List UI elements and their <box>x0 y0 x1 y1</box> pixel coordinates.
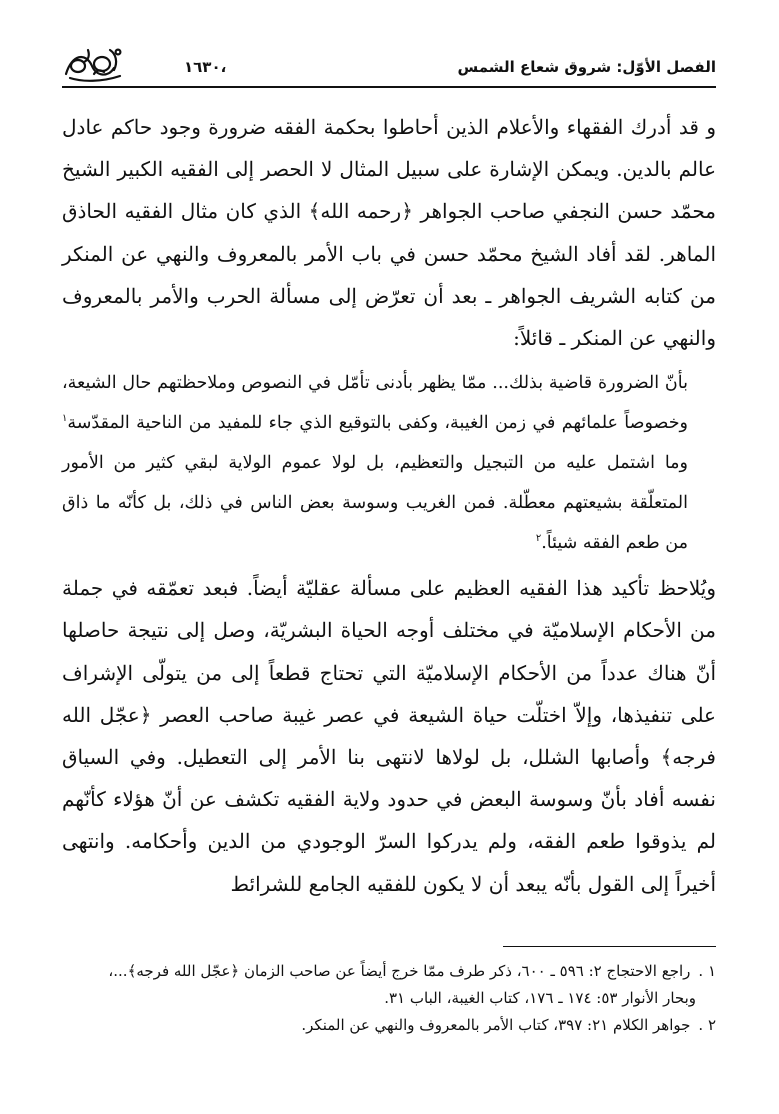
footnote-2 <box>62 1012 716 1039</box>
footnote-rule <box>503 946 716 947</box>
main-text <box>62 106 716 905</box>
footnotes <box>62 958 716 1039</box>
header-rule <box>62 86 716 88</box>
footnote-ref-2[interactable]: ٢ <box>535 533 542 545</box>
running-title: الفصل الأوّل: شروق شعاع الشمس <box>457 58 716 76</box>
page-number: ،١٦٣٠ <box>184 58 227 76</box>
block-quote <box>62 363 716 563</box>
quote-text-part1: بأنّ الضرورة قاضية بذلك... ممّا يظهر بأدنى تأمّل في النصوص وملاحظتهم حال الشيعة، وخصوصاً علمائهم في زمن الغيبة، وكفى بالتوقيع الذي جاء للمفيد من الناحية المقدّسة <box>62 373 688 434</box>
footnote-number: ١ . <box>698 962 716 980</box>
paragraph-2: ويُلاحظ تأكيد هذا الفقيه العظيم على مسألة عقليّة أيضاً. فبعد تعمّقه في جملة من الأحكام الإسلاميّة في مختلف أوجه الحياة البشريّة، وصل إلى نتيجة حاصلها أنّ هناك عدداً من الأحكام الإسلاميّة التي تحتاج قطعاً إلى من يتولّى الإشراف على تنفيذها، وإلاّ اختلّت حياة الشيعة في عصر غيبة صاحب العصر ﴿عجّل الله فرجه﴾ وأصابها الشلل، بل لولاها لانتهى بنا الأمر إلى التعطيل. وفي السياق نفسه أفاد بأنّ وسوسة البعض في حدود ولاية الفقيه تكشف عن أنّ هؤلاء كأنّهم لم يذوقوا طعم الفقه، ولم يدركوا السرّ الوجودي من الدين وأحكامه. وانتهى أخيراً إلى القول بأنّه يبعد أن لا يكون للفقيه الجامع للشرائط <box>62 576 716 896</box>
quote-text-part2: وما اشتمل عليه من التبجيل والتعظيم، بل لولا عموم الولاية لبقي كثير من الأمور المتعلّقة بشيعتهم معطّلة. فمن الغريب وسوسة بعض الناس في ذلك، بل كأنّه ما ذاق من طعم الفقه شيئاً. <box>62 453 688 554</box>
footnote-text: جواهر الكلام ٢١: ٣٩٧، كتاب الأمر بالمعروف والنهي عن المنكر. <box>301 1016 691 1034</box>
footnote-ref-1[interactable]: ١ <box>62 413 68 425</box>
paragraph-1: و قد أدرك الفقهاء والأعلام الذين أحاطوا بحكمة الفقه ضرورة وجود حاكم عادل عالم بالدين. ويمكن الإشارة على سبيل المثال لا الحصر إلى الفقيه الكبير الشيخ محمّد حسن النجفي صاحب الجواهر ﴿رحمه الله﴾ الذي كان مثال الفقيه الحاذق الماهر. لقد أفاد الشيخ محمّد حسن في باب الأمر بالمعروف والنهي عن المنكر من كتابه الشريف الجواهر ـ بعد أن تعرّض إلى مسألة الحرب والأمر بالمعروف والنهي عن المنكر ـ قائلاً: <box>62 115 716 351</box>
footnote-1 <box>62 958 716 985</box>
page-header <box>62 44 716 84</box>
footnote-1-continuation: وبحار الأنوار ٥٣: ١٧٤ ـ ١٧٦، كتاب الغيبة، الباب ٣١. <box>384 989 696 1007</box>
footnote-number: ٢ . <box>698 1016 716 1034</box>
calligraphy-ornament-icon <box>62 44 124 84</box>
footnote-text: راجع الاحتجاج ٢: ٥٩٦ ـ ٦٠٠، ذكر طرف ممّا خرج أيضاً عن صاحب الزمان ﴿عجّل الله فرجه﴾...، <box>108 962 691 980</box>
